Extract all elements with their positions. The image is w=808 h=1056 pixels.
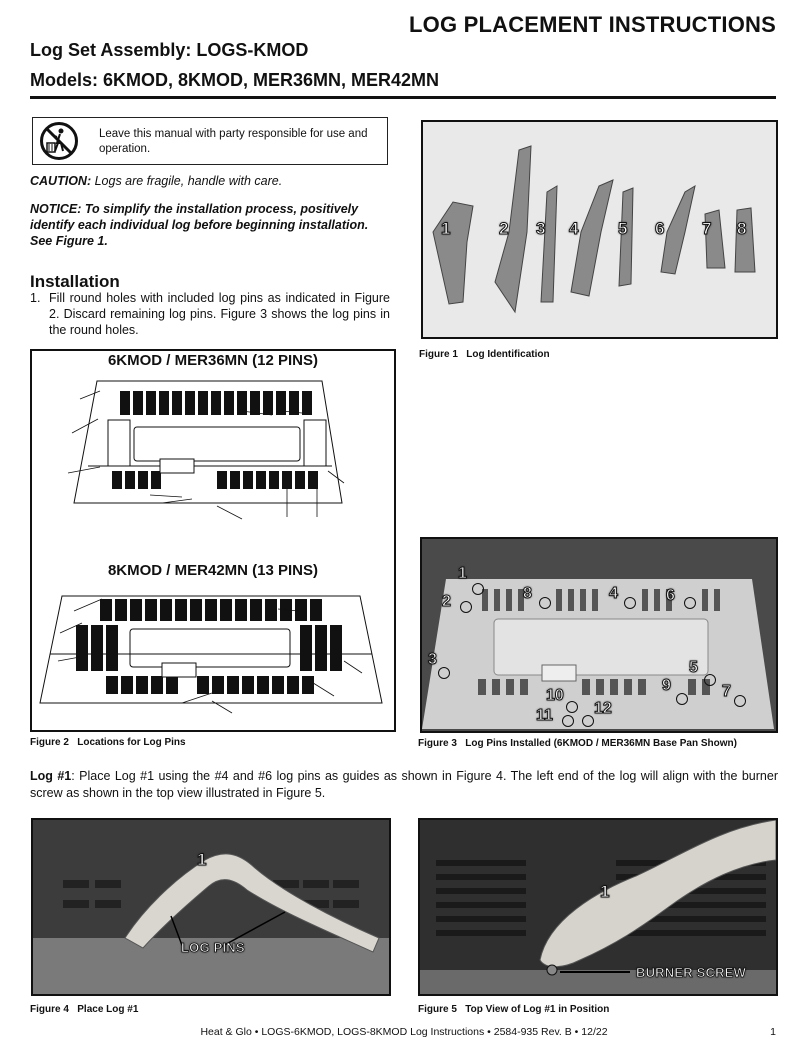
pin-marker bbox=[566, 701, 578, 713]
figure-5-caption bbox=[418, 1004, 609, 1015]
figure-5-log-label: 1 bbox=[600, 882, 610, 901]
pin-marker bbox=[704, 674, 716, 686]
figure-1-label: Figure 1 bbox=[419, 349, 458, 360]
pin-marker bbox=[624, 597, 636, 609]
log-label-7: 7 bbox=[702, 219, 712, 238]
figure-2-text: Locations for Log Pins bbox=[77, 737, 186, 748]
page-number: 1 bbox=[770, 1026, 776, 1038]
pin-label-12: 12 bbox=[594, 700, 612, 717]
log-label-4: 4 bbox=[569, 219, 579, 238]
figure-2-diagram-frame bbox=[30, 349, 396, 732]
figure-4-text: Place Log #1 bbox=[77, 1004, 139, 1015]
figure-2-label: Figure 2 bbox=[30, 737, 69, 748]
figure-3-label: Figure 3 bbox=[418, 738, 457, 749]
pin-label-10: 10 bbox=[546, 687, 564, 704]
log-1-placement-art bbox=[33, 820, 389, 994]
log-label-3: 3 bbox=[536, 219, 546, 238]
log-pins-callout: LOG PINS bbox=[181, 940, 245, 955]
pin-label-5: 5 bbox=[689, 659, 698, 676]
figure-3-photo bbox=[420, 537, 778, 733]
notice-box-text: Leave this manual with party responsible for use and operation. bbox=[99, 128, 368, 155]
diagram-8kmod-title: 8KMOD / MER42MN (13 PINS) bbox=[107, 562, 319, 579]
step-number: 1. bbox=[30, 291, 41, 305]
pin-marker bbox=[472, 583, 484, 595]
notice-label: NOTICE: bbox=[30, 202, 82, 216]
pin-marker bbox=[734, 695, 746, 707]
log-label-2: 2 bbox=[499, 219, 509, 238]
pin-marker bbox=[676, 693, 688, 705]
log-set-subtitle: Log Set Assembly: LOGS-KMOD bbox=[30, 40, 309, 60]
caution-text bbox=[30, 174, 282, 188]
log-1-body: : Place Log #1 using the #4 and #6 log pins as guides as shown in Figure 4. The left end of the log will align with the burner screw as shown in the top view illustrated in Figure 5. bbox=[30, 769, 778, 800]
notice-paragraph bbox=[30, 201, 392, 249]
burner-screw-callout: BURNER SCREW bbox=[636, 965, 747, 980]
figure-5-label: Figure 5 bbox=[418, 1004, 457, 1015]
pin-label-4: 4 bbox=[609, 585, 618, 602]
installation-heading: Installation bbox=[30, 272, 120, 291]
figure-1-photo bbox=[421, 120, 778, 339]
figure-4-label: Figure 4 bbox=[30, 1004, 69, 1015]
caution-body: Logs are fragile, handle with care. bbox=[91, 174, 283, 188]
figure-2-caption bbox=[30, 737, 186, 748]
figure-3-caption bbox=[418, 738, 737, 749]
step-text: Fill round holes with included log pins as indicated in Figure 2. Discard remaining log pins. Figure 3 shows the log pins in the round holes. bbox=[49, 291, 390, 337]
pin-label-11: 11 bbox=[536, 707, 553, 724]
pin-marker bbox=[684, 597, 696, 609]
log-label-5: 5 bbox=[618, 219, 628, 238]
figure-5-photo bbox=[418, 818, 778, 996]
pin-marker bbox=[582, 715, 594, 727]
figure-4-caption bbox=[30, 1004, 138, 1015]
pin-label-1: 1 bbox=[458, 565, 467, 582]
notice-box bbox=[32, 117, 388, 165]
models-subtitle: Models: 6KMOD, 8KMOD, MER36MN, MER42MN bbox=[30, 70, 440, 90]
log-label-6: 6 bbox=[655, 219, 665, 238]
diagram-6kmod-title: 6KMOD / MER36MN (12 PINS) bbox=[107, 352, 319, 369]
page-footer: Heat & Glo • LOGS-6KMOD, LOGS-8KMOD Log Instructions • 2584-935 Rev. B • 12/22 bbox=[200, 1026, 608, 1038]
pin-marker bbox=[562, 715, 574, 727]
figure-5-text: Top View of Log #1 in Position bbox=[465, 1004, 610, 1015]
figure-4-log-label: 1 bbox=[197, 850, 207, 869]
log-label-1: 1 bbox=[441, 219, 451, 238]
pin-label-7: 7 bbox=[722, 683, 731, 700]
caution-label: CAUTION: bbox=[30, 174, 92, 188]
log-1-label: Log #1 bbox=[30, 769, 72, 783]
figure-3-text: Log Pins Installed (6KMOD / MER36MN Base Pan Shown) bbox=[465, 738, 737, 749]
figure-1-caption bbox=[419, 349, 550, 360]
pin-label-8: 8 bbox=[523, 585, 532, 602]
figure-4-photo bbox=[31, 818, 391, 996]
pin-marker bbox=[438, 667, 450, 679]
logs-photo-art bbox=[423, 122, 776, 337]
pin-label-2: 2 bbox=[442, 593, 451, 610]
no-litter-icon bbox=[39, 121, 79, 161]
log-pin-diagrams bbox=[32, 371, 390, 726]
log-1-instruction bbox=[30, 768, 778, 802]
pin-label-9: 9 bbox=[662, 677, 671, 694]
figure-1-text: Log Identification bbox=[466, 349, 550, 360]
pin-marker bbox=[460, 601, 472, 613]
pin-marker bbox=[539, 597, 551, 609]
header-rule bbox=[30, 96, 776, 99]
pin-label-6: 6 bbox=[666, 587, 675, 604]
page-title: LOG PLACEMENT INSTRUCTIONS bbox=[409, 12, 776, 37]
installation-step-1 bbox=[30, 290, 390, 338]
pin-label-3: 3 bbox=[428, 651, 437, 668]
notice-body: To simplify the installation process, positively identify each individual log before beginning installation. See Figure 1. bbox=[30, 202, 369, 248]
log-label-8: 8 bbox=[737, 219, 747, 238]
